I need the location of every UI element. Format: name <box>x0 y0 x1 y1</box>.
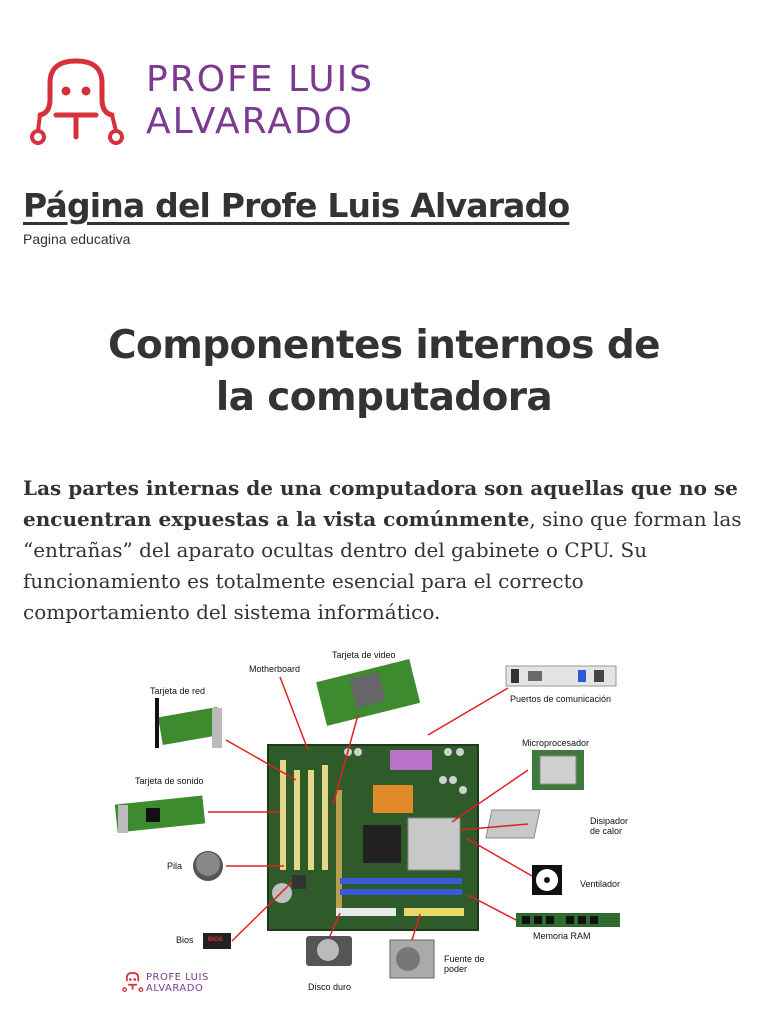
video-card-image <box>316 659 420 726</box>
label-heatsink-2: de calor <box>590 826 623 836</box>
ports-image <box>506 666 616 686</box>
label-psu-1: Fuente de <box>444 954 485 964</box>
label-video-card: Tarjeta de video <box>332 650 396 660</box>
site-logo[interactable] <box>28 55 448 150</box>
label-fan: Ventilador <box>580 879 621 889</box>
label-bios: Bios <box>176 935 194 945</box>
hard-drive-image <box>306 936 352 966</box>
components-diagram <box>108 640 648 1000</box>
label-cpu: Microprocesador <box>522 738 590 748</box>
label-sound-card: Tarjeta de sonido <box>135 776 204 786</box>
logo-line-1: PROFE LUIS <box>146 59 375 100</box>
label-motherboard: Motherboard <box>249 664 301 674</box>
site-tagline: Pagina educativa <box>23 231 131 247</box>
intro-rest: , sino que forman las “entrañas” del aparato ocultas dentro del gabinete o CPU. Su funcionamiento es totalmente esencial para el correcto comportamiento del sistema informático. <box>23 507 742 624</box>
sound-card-image <box>115 795 205 833</box>
site-title-link[interactable]: Página del Profe Luis Alvarado <box>23 186 570 225</box>
logo-line-2: ALVARADO <box>146 101 354 142</box>
ram-image <box>516 913 620 927</box>
label-hard-drive: Disco duro <box>308 982 352 992</box>
motherboard-image <box>268 745 478 930</box>
label-network-card: Tarjeta de red <box>150 686 206 696</box>
battery-image <box>193 851 223 881</box>
logo-wordmark <box>146 59 374 143</box>
post-title-line-2: la computadora <box>215 375 553 420</box>
bios-chip-label: BIOS <box>208 937 223 943</box>
intro-bold: Las partes internas de una computadora son aquellas que no se encuentran expuestas a la vista comúnmente <box>23 476 738 531</box>
figure-watermark-logo <box>122 970 242 1000</box>
robot-logo-icon <box>28 55 128 150</box>
label-battery: Pila <box>167 861 183 871</box>
fan-image <box>532 865 562 895</box>
post-title-line-1: Componentes internos de <box>107 323 660 368</box>
intro-paragraph <box>23 473 748 628</box>
label-heatsink-1: Disipador <box>590 816 629 826</box>
mini-logo-line-2: ALVARADO <box>146 983 204 994</box>
mini-logo-line-1: PROFE LUIS <box>146 972 209 983</box>
label-ports: Puertos de comunicación <box>510 694 612 704</box>
label-psu-2: poder <box>444 964 468 974</box>
label-ram: Memoria RAM <box>533 931 591 941</box>
heatsink-image <box>486 810 540 838</box>
network-card-image <box>155 698 222 748</box>
post-title <box>0 320 768 424</box>
power-supply-image <box>390 940 434 978</box>
cpu-image <box>532 750 584 790</box>
robot-logo-icon <box>122 970 144 994</box>
